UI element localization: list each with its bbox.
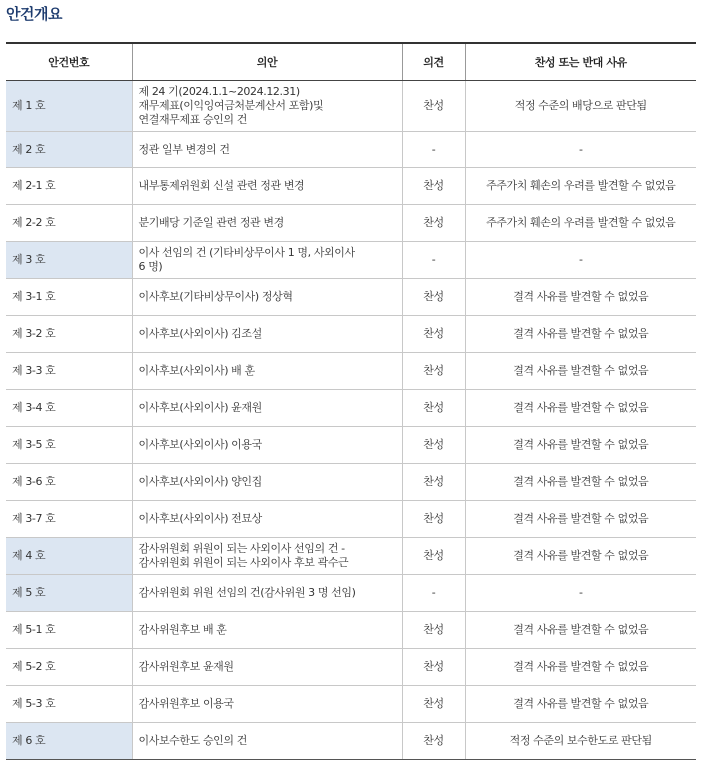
agenda-text: 이사후보(기타비상무이사) 정상혁: [132, 279, 402, 316]
table-row: [6, 427, 696, 464]
agenda-text: 이사보수한도 승인의 건: [132, 723, 402, 760]
agenda-text: 감사위원회 위원 선임의 건(감사위원 3 명 선임): [132, 575, 402, 612]
agenda-text: 이사후보(사외이사) 양인집: [132, 464, 402, 501]
agenda-text: 이사후보(사외이사) 윤재원: [132, 390, 402, 427]
opinion: 찬성: [402, 538, 465, 575]
opinion: 찬성: [402, 612, 465, 649]
header-agenda-number: 안건번호: [6, 43, 132, 81]
agenda-number: 제 3 호: [6, 242, 132, 279]
agenda-number: 제 6 호: [6, 723, 132, 760]
agenda-number: 제 3-6 호: [6, 464, 132, 501]
opinion: -: [402, 132, 465, 168]
agenda-text: 이사후보(사외이사) 김조설: [132, 316, 402, 353]
agenda-text: 내부통제위원회 신설 관련 정관 변경: [132, 168, 402, 205]
agenda-number: 제 3-3 호: [6, 353, 132, 390]
table-row: [6, 390, 696, 427]
agenda-number: 제 4 호: [6, 538, 132, 575]
table-row: [6, 353, 696, 390]
agenda-text: 이사후보(사외이사) 이용국: [132, 427, 402, 464]
table-row: [6, 316, 696, 353]
agenda-number: 제 3-4 호: [6, 390, 132, 427]
table-row: [6, 686, 696, 723]
reason: 결격 사유를 발견할 수 없었음: [465, 279, 696, 316]
agenda-number: 제 5-2 호: [6, 649, 132, 686]
reason: -: [465, 132, 696, 168]
table-row: [6, 242, 696, 279]
opinion: 찬성: [402, 464, 465, 501]
opinion: 찬성: [402, 427, 465, 464]
reason: 결격 사유를 발견할 수 없었음: [465, 649, 696, 686]
agenda-number: 제 3-7 호: [6, 501, 132, 538]
agenda-number: 제 5 호: [6, 575, 132, 612]
table-row: [6, 723, 696, 760]
opinion: 찬성: [402, 723, 465, 760]
opinion: 찬성: [402, 205, 465, 242]
opinion: 찬성: [402, 316, 465, 353]
agenda-number: 제 2-2 호: [6, 205, 132, 242]
reason: 결격 사유를 발견할 수 없었음: [465, 316, 696, 353]
agenda-number: 제 5-3 호: [6, 686, 132, 723]
header-reason: 찬성 또는 반대 사유: [465, 43, 696, 81]
agenda-number: 제 3-2 호: [6, 316, 132, 353]
table-row: [6, 132, 696, 168]
agenda-text: 이사 선임의 건 (기타비상무이사 1 명, 사외이사 6 명): [132, 242, 402, 279]
opinion: 찬성: [402, 390, 465, 427]
table-row: [6, 205, 696, 242]
opinion: 찬성: [402, 501, 465, 538]
reason: 적정 수준의 배당으로 판단됨: [465, 81, 696, 132]
agenda-number: 제 3-5 호: [6, 427, 132, 464]
table-row: [6, 81, 696, 132]
opinion: 찬성: [402, 279, 465, 316]
agenda-number: 제 2 호: [6, 132, 132, 168]
table-row: [6, 575, 696, 612]
agenda-table: [6, 42, 696, 760]
table-row: [6, 464, 696, 501]
opinion: 찬성: [402, 81, 465, 132]
agenda-text: 감사위원후보 이용국: [132, 686, 402, 723]
opinion: 찬성: [402, 649, 465, 686]
table-row: [6, 501, 696, 538]
reason: 적정 수준의 보수한도로 판단됨: [465, 723, 696, 760]
reason: 결격 사유를 발견할 수 없었음: [465, 427, 696, 464]
agenda-text: 감사위원회 위원이 되는 사외이사 선임의 건 - 감사위원회 위원이 되는 사외이사 후보 곽수근: [132, 538, 402, 575]
reason: 결격 사유를 발견할 수 없었음: [465, 464, 696, 501]
reason: 결격 사유를 발견할 수 없었음: [465, 686, 696, 723]
table-row: [6, 649, 696, 686]
agenda-text: 이사후보(사외이사) 배 훈: [132, 353, 402, 390]
reason: 결격 사유를 발견할 수 없었음: [465, 353, 696, 390]
agenda-text: 감사위원후보 윤재원: [132, 649, 402, 686]
agenda-text: 정관 일부 변경의 건: [132, 132, 402, 168]
opinion: 찬성: [402, 353, 465, 390]
opinion: 찬성: [402, 686, 465, 723]
table-row: [6, 168, 696, 205]
agenda-text: 제 24 기(2024.1.1~2024.12.31) 재무제표(이익잉여금처분계산서 포함)및 연결재무제표 승인의 건: [132, 81, 402, 132]
opinion: -: [402, 242, 465, 279]
agenda-text: 분기배당 기준일 관련 정관 변경: [132, 205, 402, 242]
page-title: 안건개요: [6, 5, 62, 23]
header-row: [6, 43, 696, 81]
reason: 결격 사유를 발견할 수 없었음: [465, 501, 696, 538]
reason: 주주가치 훼손의 우려를 발견할 수 없었음: [465, 168, 696, 205]
agenda-number: 제 1 호: [6, 81, 132, 132]
table-row: [6, 612, 696, 649]
reason: 주주가치 훼손의 우려를 발견할 수 없었음: [465, 205, 696, 242]
reason: 결격 사유를 발견할 수 없었음: [465, 612, 696, 649]
header-agenda: 의안: [132, 43, 402, 81]
reason: -: [465, 575, 696, 612]
header-opinion: 의견: [402, 43, 465, 81]
opinion: -: [402, 575, 465, 612]
agenda-text: 이사후보(사외이사) 전묘상: [132, 501, 402, 538]
agenda-number: 제 3-1 호: [6, 279, 132, 316]
reason: 결격 사유를 발견할 수 없었음: [465, 390, 696, 427]
agenda-number: 제 5-1 호: [6, 612, 132, 649]
agenda-text: 감사위원후보 배 훈: [132, 612, 402, 649]
reason: -: [465, 242, 696, 279]
opinion: 찬성: [402, 168, 465, 205]
reason: 결격 사유를 발견할 수 없었음: [465, 538, 696, 575]
agenda-number: 제 2-1 호: [6, 168, 132, 205]
table-row: [6, 538, 696, 575]
table-row: [6, 279, 696, 316]
